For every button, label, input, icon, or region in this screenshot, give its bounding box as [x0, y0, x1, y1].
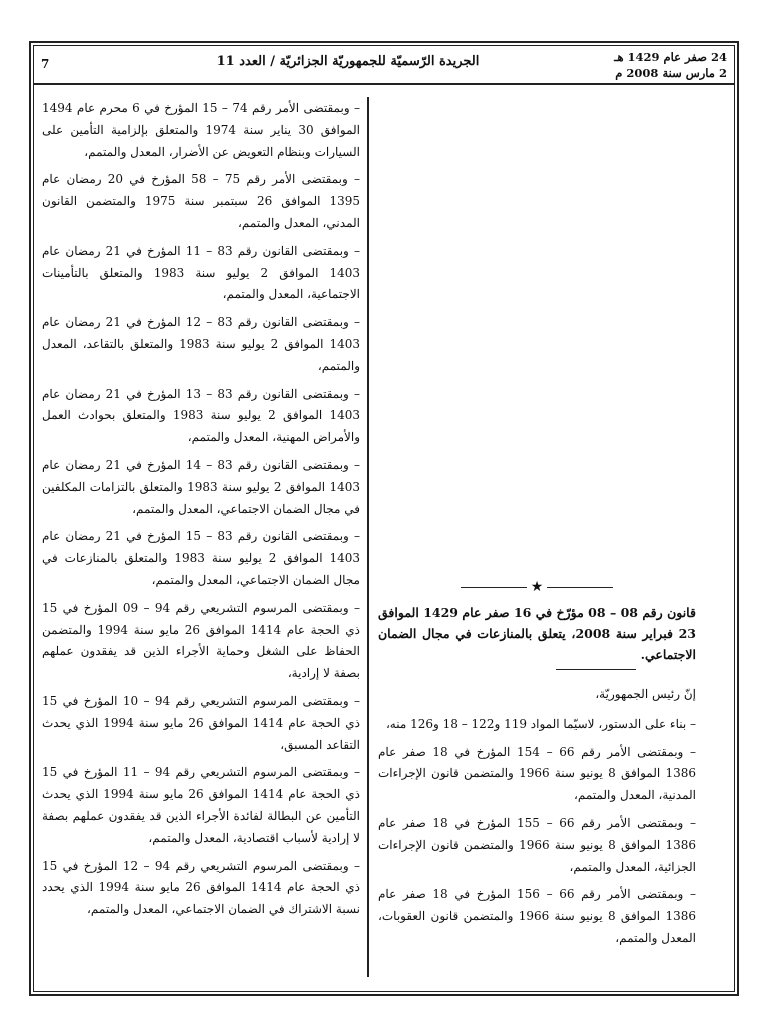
citation-paragraph: – وبمقتضى القانون رقم 83 – 13 المؤرخ في 21 رمضان عام 1403 الموافق 2 يوليو سنة 1983 والمتعلق بحوادث العمل والأمراض المهنية، المعدل والمتمم،: [42, 386, 360, 445]
separator-line: [547, 587, 613, 588]
page-header: [33, 45, 735, 85]
citation-paragraph: – بناء على الدستور، لاسيّما المواد 119 و122 – 18 و126 منه،: [385, 716, 696, 731]
citation-paragraph: – وبمقتضى الأمر رقم 75 – 58 المؤرخ في 20 رمضان عام 1395 الموافق 26 سبتمبر سنة 1975 والمتضمن القانون المدني، المعدل والمتمم،: [42, 172, 360, 230]
right-column: [378, 578, 696, 956]
citation-paragraph: – وبمقتضى المرسوم التشريعي رقم 94 – 09 المؤرخ في 15 ذي الحجة عام 1414 الموافق 26 مايو سنة 1994 والمتضمن الحفاظ على الشغل وحماية الأجراء الذين قد يفقدون عملهم بصفة لا إرادية،: [42, 600, 360, 681]
citation-paragraph: – وبمقتضى الأمر رقم 66 – 155 المؤرخ في 18 صفر عام 1386 الموافق 8 يونيو سنة 1966 والمتضمن قانون الإجراءات الجزائية، المعدل والمتمم،: [378, 815, 696, 874]
preamble: إنّ رئيس الجمهوريّة،: [595, 687, 696, 701]
separator-line: [461, 587, 527, 588]
citation-paragraph: – وبمقتضى الأمر رقم 66 – 156 المؤرخ في 18 صفر عام 1386 الموافق 8 يونيو سنة 1966 والمتضمن قانون العقوبات، المعدل والمتمم،: [378, 887, 696, 945]
law-title: قانون رقم 08 – 08 مؤرّخ في 16 صفر عام 1429 الموافق 23 فبراير سنة 2008، يتعلق بالمنازعات في مجال الضمان الاجتماعي.: [378, 605, 696, 662]
citation-paragraph: – وبمقتضى المرسوم التشريعي رقم 94 – 10 المؤرخ في 15 ذي الحجة عام 1414 الموافق 26 مايو سنة 1994 الذي يحدث التقاعد المسبق،: [42, 693, 360, 752]
issue-date: [614, 49, 727, 81]
citation-paragraph: – وبمقتضى الأمر رقم 74 – 15 المؤرخ في 6 محرم عام 1494 الموافق 30 يناير سنة 1974 والمتعلق بإلزامية التأمين على السيارات وبنظام التعويض عن الأضرار، المعدل والمتمم،: [42, 101, 360, 159]
star-icon: ★: [530, 579, 544, 595]
citation-paragraph: – وبمقتضى المرسوم التشريعي رقم 94 – 12 المؤرخ في 15 ذي الحجة عام 1414 الموافق 26 مايو سنة 1994 الذي يحدد نسبة الاشتراك في الضمان الاجتماعي، المعدل والمتمم،: [42, 858, 360, 917]
citation-paragraph: – وبمقتضى القانون رقم 83 – 14 المؤرخ في 21 رمضان عام 1403 الموافق 2 يوليو سنة 1983 والمتعلق بالتزامات المكلفين في مجال الضمان الاجتماعي، المعدل والمتمم،: [42, 457, 360, 516]
citation-paragraph: – وبمقتضى القانون رقم 83 – 11 المؤرخ في 21 رمضان عام 1403 الموافق 2 يوليو سنة 1983 والمتعلق بالتأمينات الاجتماعية، المعدل والمتمم،: [42, 243, 360, 302]
citation-paragraph: – وبمقتضى القانون رقم 83 – 15 المؤرخ في 21 رمضان عام 1403 الموافق 2 يوليو سنة 1983 والمتعلق بالمنازعات في مجال الضمان الاجتماعي، المعدل والمتمم،: [42, 529, 360, 587]
issue-date-gregorian: 2 مارس سنة 2008 م: [615, 66, 727, 80]
left-column: [42, 98, 360, 927]
issue-date-hijri: 24 صفر عام 1429 هـ: [614, 50, 727, 64]
section-separator: [378, 578, 696, 596]
column-divider: [367, 97, 369, 977]
citation-paragraph: – وبمقتضى الأمر رقم 66 – 154 المؤرخ في 18 صفر عام 1386 الموافق 8 يونيو سنة 1966 والمتضمن قانون الإجراءات المدنية، المعدل والمتمم،: [378, 744, 696, 803]
citation-paragraph: – وبمقتضى المرسوم التشريعي رقم 94 – 11 المؤرخ في 15 ذي الحجة عام 1414 الموافق 26 مايو سنة 1994 الذي يحدث التأمين عن البطالة لفائدة الأجراء الذين قد يفقدون عملهم بصفة لا إرادية لأسباب اقتصادية، المعدل والمتمم،: [42, 765, 360, 845]
journal-title: الجريدة الرّسميّة للجمهوريّة الجزائريّة / العدد 11: [216, 54, 480, 69]
page-number: 7: [41, 57, 50, 71]
citation-paragraph: – وبمقتضى القانون رقم 83 – 12 المؤرخ في 21 رمضان عام 1403 الموافق 2 يوليو سنة 1983 والمتعلق بالتقاعد، المعدل والمتمم،: [42, 315, 360, 373]
title-underline: [556, 669, 636, 670]
